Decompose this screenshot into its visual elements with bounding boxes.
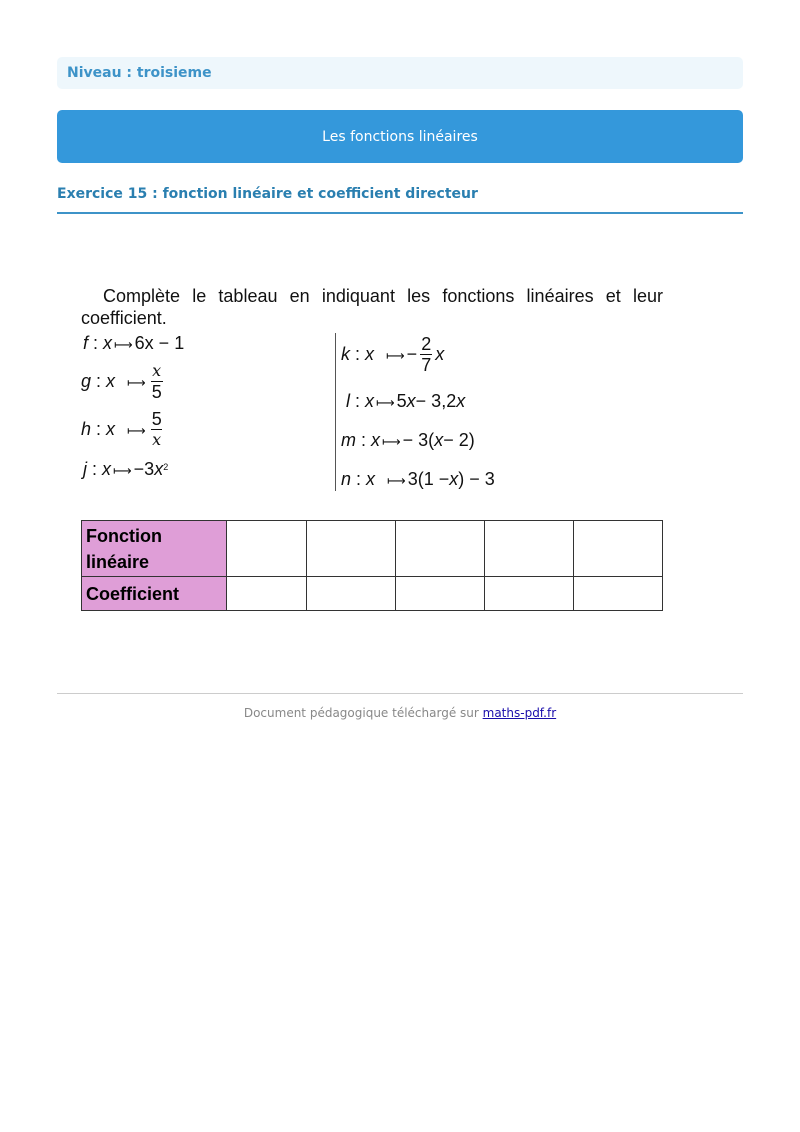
answer-cell xyxy=(574,521,663,577)
function-j: j : x ⟼ −3 x $^2$ xyxy=(83,459,169,479)
title-divider xyxy=(57,212,743,214)
answer-cell xyxy=(227,521,307,577)
answer-table xyxy=(81,520,663,611)
answer-cell xyxy=(396,521,485,577)
exercise-title: Exercice 15 : fonction linéaire et coefficient directeur xyxy=(57,186,478,202)
maps-to-icon: ⟼ xyxy=(113,462,132,478)
level-badge xyxy=(57,57,743,89)
maps-to-icon: ⟼ xyxy=(376,394,395,410)
chapter-title: Les fonctions linéaires xyxy=(322,128,478,145)
row-header-function: Fonction linéaire xyxy=(82,521,227,577)
level-label: Niveau : troisieme xyxy=(67,65,212,81)
answer-cell xyxy=(227,577,307,611)
function-l: l : x ⟼ 5 x − 3,2 x xyxy=(346,391,466,411)
function-n: n : x ⟼ 3(1 − x ) − 3 xyxy=(341,469,495,489)
function-m: m : x ⟼ − 3( x − 2) xyxy=(341,430,475,450)
footer-divider xyxy=(57,693,743,694)
maps-to-icon: ⟼ xyxy=(127,422,146,438)
maps-to-icon: ⟼ xyxy=(382,433,401,449)
fraction: $\frac{2}{7}$ xyxy=(421,334,432,375)
fraction: $\frac{5}{x}$ xyxy=(151,409,162,449)
column-divider xyxy=(335,333,336,491)
chapter-banner xyxy=(57,110,743,163)
footer-link[interactable]: maths-pdf.fr xyxy=(482,706,557,720)
answer-cell xyxy=(307,521,396,577)
fraction: $\frac{x}{5}$ xyxy=(151,361,162,402)
footer xyxy=(57,706,743,720)
table-row xyxy=(82,577,663,611)
answer-cell xyxy=(485,577,574,611)
function-h: h : x ⟼ $\frac{5}{x}$ xyxy=(81,409,162,449)
maps-to-icon: ⟼ xyxy=(386,347,405,363)
maps-to-icon: ⟼ xyxy=(127,374,146,390)
table-row xyxy=(82,521,663,577)
maps-to-icon: ⟼ xyxy=(114,336,133,352)
answer-cell xyxy=(307,577,396,611)
function-g: g : x ⟼ $\frac{x}{5}$ xyxy=(81,361,162,402)
row-header-coefficient: Coefficient xyxy=(82,577,227,611)
answer-cell xyxy=(574,577,663,611)
exercise-instruction: Complète le tableau en indiquant les fonctions linéaires et leur coefficient. xyxy=(81,286,663,328)
footer-text: Document pédagogique téléchargé sur xyxy=(243,706,483,720)
answer-cell xyxy=(396,577,485,611)
answer-cell xyxy=(485,521,574,577)
maps-to-icon: ⟼ xyxy=(387,472,406,488)
function-k: k : x ⟼ − $\frac{2}{7}$ x xyxy=(341,334,445,375)
function-f: f : x ⟼ 6x − 1 xyxy=(83,333,185,353)
